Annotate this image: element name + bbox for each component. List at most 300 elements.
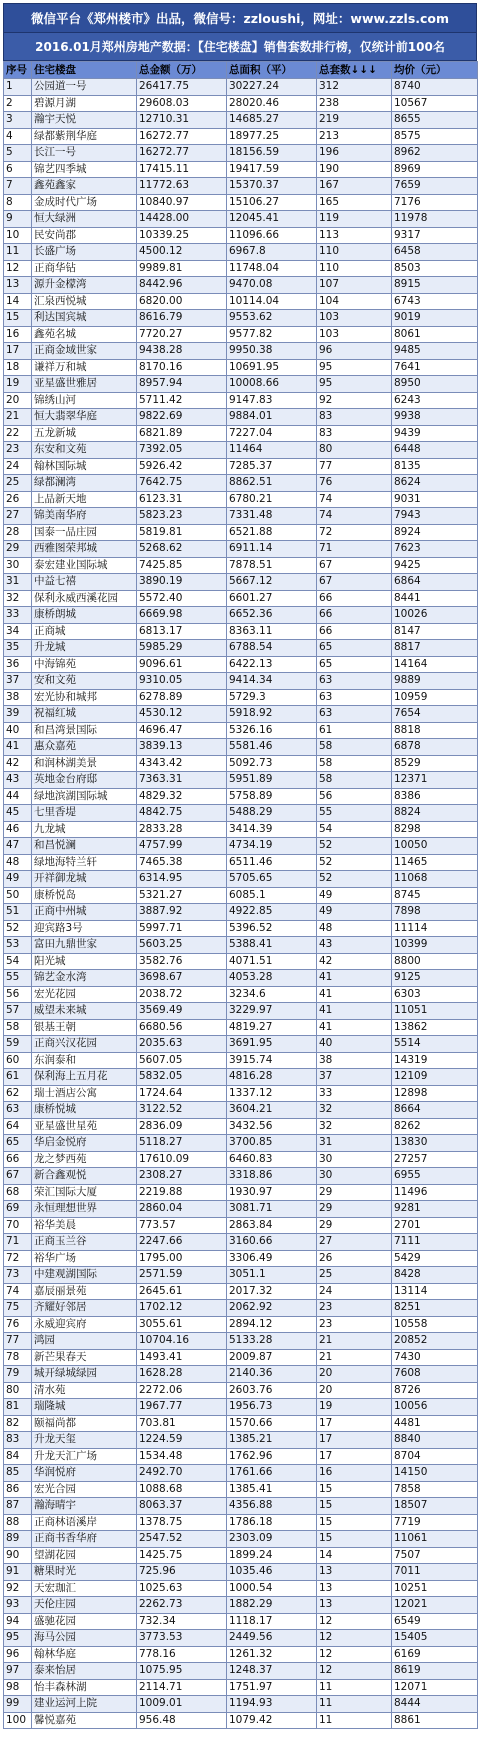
cell-total-units: 74 bbox=[317, 491, 392, 508]
cell-project: 中海锦苑 bbox=[32, 656, 137, 673]
cell-total-amount: 4343.42 bbox=[137, 755, 227, 772]
cell-rank: 23 bbox=[4, 442, 32, 459]
cell-rank: 89 bbox=[4, 1531, 32, 1548]
cell-total-units: 66 bbox=[317, 607, 392, 624]
table-row bbox=[4, 1234, 478, 1251]
cell-project: 亚星盛世雅居 bbox=[32, 376, 137, 393]
table-row bbox=[4, 1217, 478, 1234]
cell-total-amount: 1702.12 bbox=[137, 1300, 227, 1317]
cell-total-area: 5396.52 bbox=[227, 920, 317, 937]
cell-total-amount: 6813.17 bbox=[137, 623, 227, 640]
cell-total-units: 107 bbox=[317, 277, 392, 294]
cell-avg-price: 10558 bbox=[392, 1316, 478, 1333]
cell-project: 长盛广场 bbox=[32, 244, 137, 261]
cell-avg-price: 10251 bbox=[392, 1580, 478, 1597]
cell-total-amount: 4696.47 bbox=[137, 722, 227, 739]
cell-avg-price: 8840 bbox=[392, 1432, 478, 1449]
cell-rank: 65 bbox=[4, 1135, 32, 1152]
cell-avg-price: 13862 bbox=[392, 1019, 478, 1036]
cell-avg-price: 10959 bbox=[392, 689, 478, 706]
cell-total-area: 1000.54 bbox=[227, 1580, 317, 1597]
cell-rank: 97 bbox=[4, 1663, 32, 1680]
table-row bbox=[4, 640, 478, 657]
cell-total-amount: 5268.62 bbox=[137, 541, 227, 558]
table-row bbox=[4, 1201, 478, 1218]
cell-project: 银基王朝 bbox=[32, 1019, 137, 1036]
cell-total-units: 23 bbox=[317, 1300, 392, 1317]
cell-avg-price: 12371 bbox=[392, 772, 478, 789]
cell-rank: 44 bbox=[4, 788, 32, 805]
cell-avg-price: 9031 bbox=[392, 491, 478, 508]
cell-project: 裕华美晨 bbox=[32, 1217, 137, 1234]
cell-total-area: 6652.36 bbox=[227, 607, 317, 624]
table-row bbox=[4, 1712, 478, 1729]
cell-project: 迎宾路3号 bbox=[32, 920, 137, 937]
cell-total-area: 3432.56 bbox=[227, 1118, 317, 1135]
cell-rank: 95 bbox=[4, 1630, 32, 1647]
cell-project: 华启金悦府 bbox=[32, 1135, 137, 1152]
table-row bbox=[4, 359, 478, 376]
cell-total-units: 65 bbox=[317, 640, 392, 657]
cell-project: 民安尚郡 bbox=[32, 227, 137, 244]
cell-total-area: 5705.65 bbox=[227, 871, 317, 888]
cell-project: 利达国宾城 bbox=[32, 310, 137, 327]
cell-total-area: 4816.28 bbox=[227, 1069, 317, 1086]
cell-avg-price: 6864 bbox=[392, 574, 478, 591]
cell-project: 馨悦嘉苑 bbox=[32, 1712, 137, 1729]
cell-total-units: 80 bbox=[317, 442, 392, 459]
cell-total-units: 21 bbox=[317, 1349, 392, 1366]
cell-project: 金成时代广场 bbox=[32, 194, 137, 211]
table-row bbox=[4, 409, 478, 426]
cell-total-area: 2303.09 bbox=[227, 1531, 317, 1548]
cell-rank: 88 bbox=[4, 1514, 32, 1531]
table-row bbox=[4, 1036, 478, 1053]
table-row bbox=[4, 1069, 478, 1086]
cell-avg-price: 10026 bbox=[392, 607, 478, 624]
cell-avg-price: 9281 bbox=[392, 1201, 478, 1218]
cell-total-units: 110 bbox=[317, 260, 392, 277]
table-row bbox=[4, 508, 478, 525]
cell-total-units: 66 bbox=[317, 590, 392, 607]
cell-total-amount: 7465.38 bbox=[137, 854, 227, 871]
table-row bbox=[4, 1613, 478, 1630]
cell-avg-price: 8950 bbox=[392, 376, 478, 393]
table-row bbox=[4, 1118, 478, 1135]
cell-avg-price: 8135 bbox=[392, 458, 478, 475]
cell-project: 康桥朗城 bbox=[32, 607, 137, 624]
cell-total-amount: 1224.59 bbox=[137, 1432, 227, 1449]
cell-avg-price: 9889 bbox=[392, 673, 478, 690]
cell-rank: 38 bbox=[4, 689, 32, 706]
cell-avg-price: 7659 bbox=[392, 178, 478, 195]
cell-avg-price: 8503 bbox=[392, 260, 478, 277]
cell-project: 海马公园 bbox=[32, 1630, 137, 1647]
cell-total-area: 3229.97 bbox=[227, 1003, 317, 1020]
cell-total-units: 14 bbox=[317, 1547, 392, 1564]
cell-total-area: 4734.19 bbox=[227, 838, 317, 855]
cell-total-units: 30 bbox=[317, 1151, 392, 1168]
cell-project: 恒大翡翠华庭 bbox=[32, 409, 137, 426]
table-header-row bbox=[4, 62, 478, 79]
cell-avg-price: 6458 bbox=[392, 244, 478, 261]
cell-avg-price: 7623 bbox=[392, 541, 478, 558]
cell-total-area: 3915.74 bbox=[227, 1052, 317, 1069]
cell-total-units: 42 bbox=[317, 953, 392, 970]
cell-total-amount: 3887.92 bbox=[137, 904, 227, 921]
cell-project: 绿都紫荆华庭 bbox=[32, 128, 137, 145]
cell-rank: 58 bbox=[4, 1019, 32, 1036]
cell-total-units: 219 bbox=[317, 112, 392, 129]
cell-total-amount: 7392.05 bbox=[137, 442, 227, 459]
cell-rank: 92 bbox=[4, 1580, 32, 1597]
table-row bbox=[4, 244, 478, 261]
cell-rank: 16 bbox=[4, 326, 32, 343]
cell-total-area: 2017.32 bbox=[227, 1283, 317, 1300]
cell-total-area: 1118.17 bbox=[227, 1613, 317, 1630]
cell-total-area: 28020.46 bbox=[227, 95, 317, 112]
cell-total-units: 24 bbox=[317, 1283, 392, 1300]
cell-avg-price: 2701 bbox=[392, 1217, 478, 1234]
cell-rank: 47 bbox=[4, 838, 32, 855]
cell-rank: 5 bbox=[4, 145, 32, 162]
cell-total-units: 95 bbox=[317, 359, 392, 376]
table-row bbox=[4, 310, 478, 327]
cell-project: 祝福红城 bbox=[32, 706, 137, 723]
table-row bbox=[4, 161, 478, 178]
table-row bbox=[4, 1663, 478, 1680]
cell-total-area: 1261.32 bbox=[227, 1646, 317, 1663]
cell-total-units: 29 bbox=[317, 1184, 392, 1201]
cell-total-units: 95 bbox=[317, 376, 392, 393]
cell-rank: 30 bbox=[4, 557, 32, 574]
cell-project: 安和文苑 bbox=[32, 673, 137, 690]
cell-avg-price: 11496 bbox=[392, 1184, 478, 1201]
cell-avg-price: 12071 bbox=[392, 1679, 478, 1696]
cell-total-area: 3414.39 bbox=[227, 821, 317, 838]
cell-project: 正商华钻 bbox=[32, 260, 137, 277]
cell-total-amount: 1724.64 bbox=[137, 1085, 227, 1102]
cell-rank: 8 bbox=[4, 194, 32, 211]
cell-project: 宏光协和城邦 bbox=[32, 689, 137, 706]
cell-avg-price: 8664 bbox=[392, 1102, 478, 1119]
cell-total-units: 165 bbox=[317, 194, 392, 211]
cell-total-units: 52 bbox=[317, 871, 392, 888]
cell-rank: 90 bbox=[4, 1547, 32, 1564]
cell-total-amount: 14428.00 bbox=[137, 211, 227, 228]
cell-total-area: 6521.88 bbox=[227, 524, 317, 541]
table-row bbox=[4, 970, 478, 987]
cell-project: 龙之梦西苑 bbox=[32, 1151, 137, 1168]
table-row bbox=[4, 772, 478, 789]
cell-total-units: 92 bbox=[317, 392, 392, 409]
table-row bbox=[4, 1184, 478, 1201]
cell-total-area: 5488.29 bbox=[227, 805, 317, 822]
cell-total-amount: 5823.23 bbox=[137, 508, 227, 525]
cell-total-area: 10114.04 bbox=[227, 293, 317, 310]
cell-total-units: 27 bbox=[317, 1234, 392, 1251]
cell-total-units: 15 bbox=[317, 1498, 392, 1515]
cell-total-area: 8862.51 bbox=[227, 475, 317, 492]
cell-project: 新合鑫观悦 bbox=[32, 1168, 137, 1185]
cell-total-area: 7227.04 bbox=[227, 425, 317, 442]
cell-avg-price: 14164 bbox=[392, 656, 478, 673]
cell-rank: 78 bbox=[4, 1349, 32, 1366]
cell-total-area: 5388.41 bbox=[227, 937, 317, 954]
cell-rank: 35 bbox=[4, 640, 32, 657]
table-row bbox=[4, 689, 478, 706]
cell-rank: 50 bbox=[4, 887, 32, 904]
cell-total-amount: 3582.76 bbox=[137, 953, 227, 970]
cell-total-units: 11 bbox=[317, 1679, 392, 1696]
cell-total-units: 40 bbox=[317, 1036, 392, 1053]
cell-total-units: 16 bbox=[317, 1465, 392, 1482]
cell-total-amount: 9822.69 bbox=[137, 409, 227, 426]
cell-total-amount: 7720.27 bbox=[137, 326, 227, 343]
cell-rank: 42 bbox=[4, 755, 32, 772]
cell-total-area: 1956.73 bbox=[227, 1399, 317, 1416]
cell-total-area: 5133.28 bbox=[227, 1333, 317, 1350]
cell-total-amount: 1025.63 bbox=[137, 1580, 227, 1597]
table-row bbox=[4, 260, 478, 277]
cell-total-units: 110 bbox=[317, 244, 392, 261]
cell-avg-price: 7654 bbox=[392, 706, 478, 723]
cell-rank: 32 bbox=[4, 590, 32, 607]
cell-project: 齐耀好邻居 bbox=[32, 1300, 137, 1317]
cell-total-units: 66 bbox=[317, 623, 392, 640]
cell-total-units: 41 bbox=[317, 970, 392, 987]
cell-rank: 48 bbox=[4, 854, 32, 871]
cell-rank: 37 bbox=[4, 673, 32, 690]
cell-total-amount: 10840.97 bbox=[137, 194, 227, 211]
table-row bbox=[4, 887, 478, 904]
cell-total-amount: 725.96 bbox=[137, 1564, 227, 1581]
cell-total-units: 12 bbox=[317, 1646, 392, 1663]
cell-avg-price: 8147 bbox=[392, 623, 478, 640]
cell-rank: 45 bbox=[4, 805, 32, 822]
cell-total-units: 13 bbox=[317, 1580, 392, 1597]
table-row bbox=[4, 1547, 478, 1564]
cell-avg-price: 8251 bbox=[392, 1300, 478, 1317]
cell-total-area: 5092.73 bbox=[227, 755, 317, 772]
cell-avg-price: 8575 bbox=[392, 128, 478, 145]
cell-total-area: 1385.41 bbox=[227, 1481, 317, 1498]
cell-total-units: 49 bbox=[317, 887, 392, 904]
cell-total-amount: 8957.94 bbox=[137, 376, 227, 393]
cell-total-area: 1337.12 bbox=[227, 1085, 317, 1102]
cell-project: 国泰一品庄园 bbox=[32, 524, 137, 541]
table-row bbox=[4, 293, 478, 310]
table-row bbox=[4, 227, 478, 244]
column-header-avg-price: 均价（元） bbox=[392, 62, 478, 79]
cell-total-units: 58 bbox=[317, 772, 392, 789]
cell-rank: 3 bbox=[4, 112, 32, 129]
cell-total-area: 2062.92 bbox=[227, 1300, 317, 1317]
table-row bbox=[4, 442, 478, 459]
cell-avg-price: 7507 bbox=[392, 1547, 478, 1564]
cell-total-units: 103 bbox=[317, 326, 392, 343]
cell-total-units: 96 bbox=[317, 343, 392, 360]
cell-rank: 98 bbox=[4, 1679, 32, 1696]
cell-rank: 85 bbox=[4, 1465, 32, 1482]
cell-rank: 17 bbox=[4, 343, 32, 360]
cell-avg-price: 20852 bbox=[392, 1333, 478, 1350]
cell-project: 华润悦府 bbox=[32, 1465, 137, 1482]
cell-project: 望湖花园 bbox=[32, 1547, 137, 1564]
cell-total-units: 17 bbox=[317, 1415, 392, 1432]
cell-total-amount: 7642.75 bbox=[137, 475, 227, 492]
cell-avg-price: 9019 bbox=[392, 310, 478, 327]
table-row bbox=[4, 1102, 478, 1119]
ranking-subtitle: 2016.01月郑州房地产数据：【住宅楼盘】销售套数排行榜，仅统计前100名 bbox=[3, 33, 477, 61]
cell-total-area: 5918.92 bbox=[227, 706, 317, 723]
cell-total-units: 38 bbox=[317, 1052, 392, 1069]
cell-project: 瀚海晴宇 bbox=[32, 1498, 137, 1515]
table-row bbox=[4, 656, 478, 673]
table-row bbox=[4, 1250, 478, 1267]
cell-total-amount: 2262.73 bbox=[137, 1597, 227, 1614]
cell-total-amount: 7363.31 bbox=[137, 772, 227, 789]
cell-total-amount: 4842.75 bbox=[137, 805, 227, 822]
cell-project: 恒大绿洲 bbox=[32, 211, 137, 228]
cell-total-area: 11464 bbox=[227, 442, 317, 459]
cell-total-amount: 16272.77 bbox=[137, 128, 227, 145]
cell-project: 泰宏建业国际城 bbox=[32, 557, 137, 574]
cell-total-area: 9950.38 bbox=[227, 343, 317, 360]
cell-total-area: 6601.27 bbox=[227, 590, 317, 607]
table-row bbox=[4, 1382, 478, 1399]
cell-total-area: 9147.83 bbox=[227, 392, 317, 409]
cell-rank: 51 bbox=[4, 904, 32, 921]
cell-total-amount: 26417.75 bbox=[137, 79, 227, 96]
cell-project: 宏光合园 bbox=[32, 1481, 137, 1498]
cell-total-units: 63 bbox=[317, 673, 392, 690]
cell-project: 锦艺四季城 bbox=[32, 161, 137, 178]
cell-total-amount: 9310.05 bbox=[137, 673, 227, 690]
cell-avg-price: 12109 bbox=[392, 1069, 478, 1086]
cell-total-area: 7285.37 bbox=[227, 458, 317, 475]
table-row bbox=[4, 1514, 478, 1531]
column-header-project: 住宅楼盘 bbox=[32, 62, 137, 79]
cell-rank: 80 bbox=[4, 1382, 32, 1399]
table-row bbox=[4, 79, 478, 96]
table-row bbox=[4, 1630, 478, 1647]
table-row bbox=[4, 1085, 478, 1102]
cell-total-units: 12 bbox=[317, 1663, 392, 1680]
table-row bbox=[4, 838, 478, 855]
cell-project: 糖果时光 bbox=[32, 1564, 137, 1581]
cell-total-area: 6460.83 bbox=[227, 1151, 317, 1168]
cell-total-units: 76 bbox=[317, 475, 392, 492]
cell-total-area: 6085.1 bbox=[227, 887, 317, 904]
cell-avg-price: 8619 bbox=[392, 1663, 478, 1680]
cell-total-area: 1248.37 bbox=[227, 1663, 317, 1680]
cell-total-amount: 2247.66 bbox=[137, 1234, 227, 1251]
cell-avg-price: 6303 bbox=[392, 986, 478, 1003]
cell-project: 正商林语溪岸 bbox=[32, 1514, 137, 1531]
cell-project: 康桥悦岛 bbox=[32, 887, 137, 904]
table-row bbox=[4, 491, 478, 508]
cell-total-amount: 5572.40 bbox=[137, 590, 227, 607]
cell-avg-price: 10056 bbox=[392, 1399, 478, 1416]
cell-total-units: 56 bbox=[317, 788, 392, 805]
cell-project: 新芒果春天 bbox=[32, 1349, 137, 1366]
cell-total-amount: 2035.63 bbox=[137, 1036, 227, 1053]
table-row bbox=[4, 1300, 478, 1317]
cell-total-area: 3051.1 bbox=[227, 1267, 317, 1284]
cell-project: 瑞士酒店公寓 bbox=[32, 1085, 137, 1102]
cell-rank: 83 bbox=[4, 1432, 32, 1449]
cell-total-amount: 2645.61 bbox=[137, 1283, 227, 1300]
cell-total-area: 1761.66 bbox=[227, 1465, 317, 1482]
cell-total-amount: 956.48 bbox=[137, 1712, 227, 1729]
cell-rank: 34 bbox=[4, 623, 32, 640]
cell-total-area: 15106.27 bbox=[227, 194, 317, 211]
cell-total-amount: 5985.29 bbox=[137, 640, 227, 657]
cell-rank: 59 bbox=[4, 1036, 32, 1053]
cell-total-amount: 8442.96 bbox=[137, 277, 227, 294]
cell-project: 中建观湖国际 bbox=[32, 1267, 137, 1284]
table-row bbox=[4, 607, 478, 624]
cell-total-amount: 2272.06 bbox=[137, 1382, 227, 1399]
cell-project: 和昌湾景国际 bbox=[32, 722, 137, 739]
cell-project: 阳光城 bbox=[32, 953, 137, 970]
table-row bbox=[4, 326, 478, 343]
table-row bbox=[4, 854, 478, 871]
cell-total-amount: 4530.12 bbox=[137, 706, 227, 723]
cell-total-units: 31 bbox=[317, 1135, 392, 1152]
cell-avg-price: 9425 bbox=[392, 557, 478, 574]
table-row bbox=[4, 1465, 478, 1482]
cell-rank: 60 bbox=[4, 1052, 32, 1069]
table-row bbox=[4, 1679, 478, 1696]
cell-total-amount: 3122.52 bbox=[137, 1102, 227, 1119]
table-row bbox=[4, 1696, 478, 1713]
cell-rank: 91 bbox=[4, 1564, 32, 1581]
cell-total-area: 1385.21 bbox=[227, 1432, 317, 1449]
cell-project: 中益七禧 bbox=[32, 574, 137, 591]
cell-rank: 26 bbox=[4, 491, 32, 508]
cell-total-amount: 10339.25 bbox=[137, 227, 227, 244]
cell-avg-price: 11465 bbox=[392, 854, 478, 871]
cell-total-amount: 2219.88 bbox=[137, 1184, 227, 1201]
cell-rank: 46 bbox=[4, 821, 32, 838]
cell-total-units: 29 bbox=[317, 1201, 392, 1218]
cell-total-area: 18156.59 bbox=[227, 145, 317, 162]
cell-total-area: 3160.66 bbox=[227, 1234, 317, 1251]
cell-total-units: 20 bbox=[317, 1382, 392, 1399]
cell-total-area: 1786.18 bbox=[227, 1514, 317, 1531]
cell-rank: 25 bbox=[4, 475, 32, 492]
cell-total-area: 4922.85 bbox=[227, 904, 317, 921]
table-row bbox=[4, 623, 478, 640]
ranking-table bbox=[3, 61, 478, 1729]
table-row bbox=[4, 1267, 478, 1284]
cell-rank: 81 bbox=[4, 1399, 32, 1416]
table-row bbox=[4, 805, 478, 822]
column-header-rank: 序号 bbox=[4, 62, 32, 79]
cell-rank: 61 bbox=[4, 1069, 32, 1086]
cell-avg-price: 11061 bbox=[392, 1531, 478, 1548]
cell-total-area: 1035.46 bbox=[227, 1564, 317, 1581]
cell-total-units: 12 bbox=[317, 1613, 392, 1630]
cell-total-units: 17 bbox=[317, 1448, 392, 1465]
cell-total-area: 11748.04 bbox=[227, 260, 317, 277]
cell-project: 东安和文苑 bbox=[32, 442, 137, 459]
cell-project: 升龙天汇广场 bbox=[32, 1448, 137, 1465]
cell-avg-price: 9485 bbox=[392, 343, 478, 360]
cell-rank: 74 bbox=[4, 1283, 32, 1300]
